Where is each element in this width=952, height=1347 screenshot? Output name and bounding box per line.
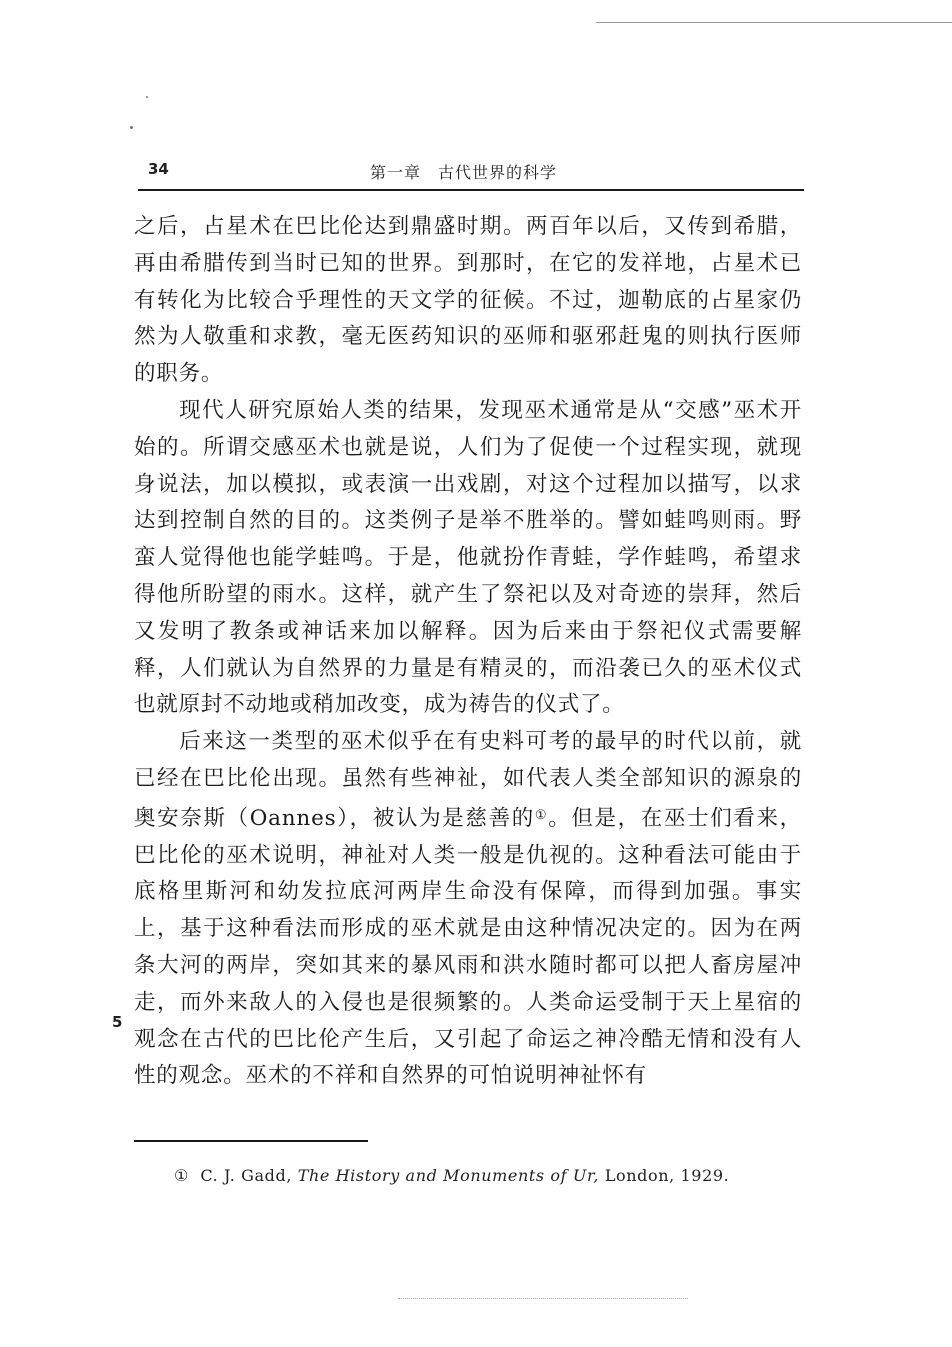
paragraph: 现代人研究原始人类的结果，发现巫术通常是从“交感”巫术开始的。所谓交感巫术也就是说，人们为了促使一个过程实现，就现身说法，加以模拟，或表演一出戏剧，对这个过程加以描写，以求达到控制自然的目的。这类例子是举不胜举的。譬如蛙鸣则雨。野蛮人觉得他也能学蛙鸣。于是，他就扮作青蛙，学作蛙鸣，希望求得他所盼望的雨水。这样，就产生了祭祀以及对奇迹的崇拜，然后又发明了教条或神话来加以解释。因为后来由于祭祀仪式需要解释，人们就认为自然界的力量是有精灵的，而沿袭已久的巫术仪式也就原封不动地或稍加改变，成为祷告的仪式了。 bbox=[134, 397, 802, 718]
page-number: 34 bbox=[148, 160, 169, 178]
scan-speck bbox=[130, 126, 133, 129]
footnote bbox=[174, 1166, 729, 1185]
scan-noise bbox=[398, 1298, 688, 1299]
paragraph-text: 后来这一类型的巫术似乎在有史料可考的最早的时代以前，就已经在巴比伦出现。虽然有些神祉，如代表人类全部知识的源泉的奥安奈斯（Oannes），被认为是慈善的 bbox=[134, 729, 802, 831]
paragraph bbox=[134, 724, 802, 1095]
footnote-author: C. J. Gadd, bbox=[200, 1166, 293, 1185]
page-header bbox=[148, 160, 798, 186]
scan-speck bbox=[146, 96, 148, 98]
footnote-title: The History and Monuments of Ur, bbox=[297, 1166, 600, 1185]
scan-top-rule bbox=[596, 22, 952, 23]
body-text bbox=[134, 209, 802, 1095]
footnote-marker: ① bbox=[174, 1166, 189, 1185]
footnote-place-year: London, 1929. bbox=[604, 1166, 730, 1185]
footnote-rule bbox=[134, 1140, 368, 1142]
running-title: 第一章 古代世界的科学 bbox=[370, 163, 558, 182]
header-rule bbox=[138, 189, 804, 191]
footnote-reference[interactable]: ① bbox=[534, 807, 549, 823]
paragraph: 之后，占星术在巴比伦达到鼎盛时期。两百年以后，又传到希腊，再由希腊传到当时已知的世界。到那时，在它的发祥地，占星术已有转化为比较合乎理性的天文学的征候。不过，迦勒底的占星家仍然为人敬重和求教，毫无医药知识的巫师和驱邪赶鬼的则执行医师的职务。 bbox=[134, 214, 802, 387]
paragraph-text: 。但是，在巫士们看来，巴比伦的巫术说明，神祉对人类一般是仇视的。这种看法可能由于底格里斯河和幼发拉底河两岸生命没有保障，而得到加强。事实上，基于这种看法而形成的巫术就是由这种情况决定的。因为在两条大河的两岸，突如其来的暴风雨和洪水随时都可以把人畜房屋冲走，而外来敌人的入侵也是很频繁的。人类命运受制于天上星宿的观念在古代的巴比伦产生后，又引起了命运之神冷酷无情和没有人性的观念。巫术的不祥和自然界的可怕说明神祉怀有 bbox=[134, 805, 802, 1089]
margin-line-number: 5 bbox=[112, 1013, 123, 1031]
